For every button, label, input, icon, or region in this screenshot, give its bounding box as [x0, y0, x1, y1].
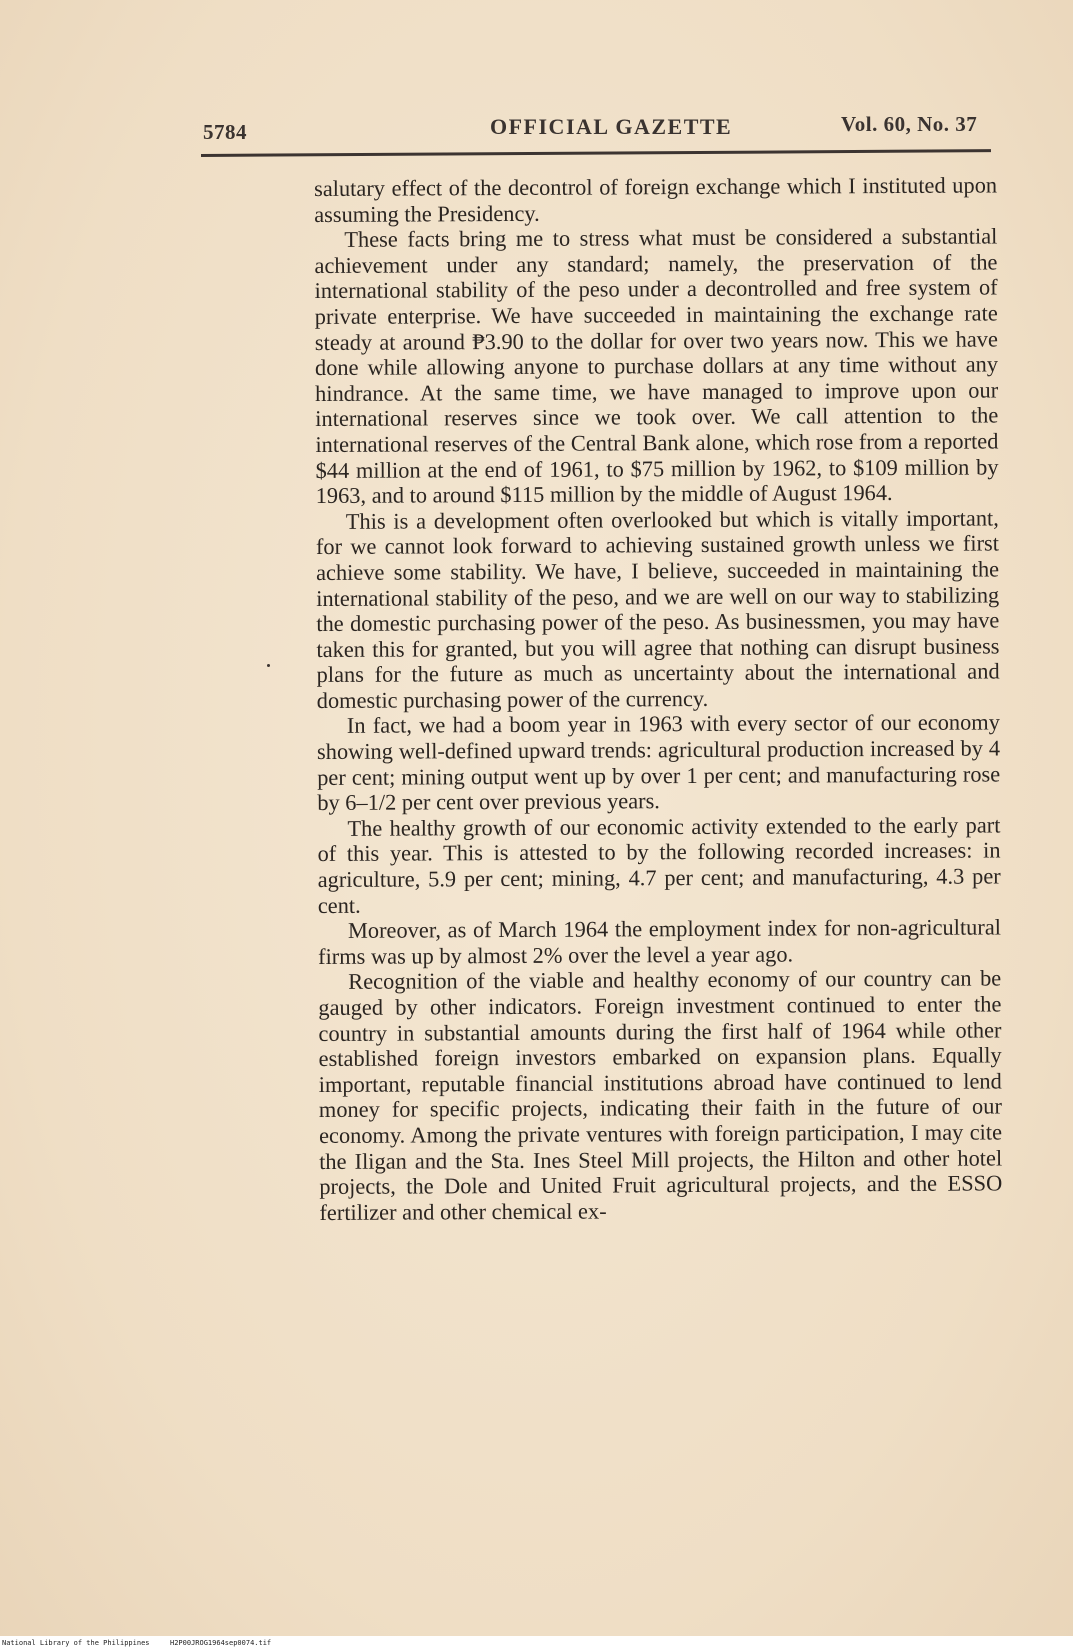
header-rule: [201, 149, 991, 157]
paragraph-6: Moreover, as of March 1964 the employment index for non-agricultural firms was up by almost 2% over the level a year ago.: [318, 914, 1002, 969]
scan-filename: H2P00JROG1964sep0074.tif: [170, 1639, 272, 1647]
paragraph-4: In fact, we had a boom year in 1963 with every sector of our economy showing well-defined upward trends: agricultural production increased by 4 per cent; mining output went up by over 1 per cent; and manufacturing rose by 6–1/2 per cent over previous years.: [316, 709, 1001, 816]
scan-footer: [0, 1636, 1073, 1650]
paragraph-3: This is a development often overlooked but which is vitally important, for we cannot look forward to achieving sustained growth unless we first achieve some stability. We have, I believe, succeeded in maintaining the international stability of the peso, and we are well on our way to stabilizing the domestic purchasing power of the peso. As businessmen, you may have taken this for granted, but you will agree that nothing can disrupt business plans for the future as much as uncertainty about the international and domestic purchasing power of the currency.: [315, 505, 1000, 713]
paragraph-2: These facts bring me to stress what must be considered a substantial achievement under any standard; namely, the preservation of the international stability of the peso under a decontrolled and free system of private enterprise. We have succeeded in maintaining the exchange rate steady at around ₱3.90 to the dollar for over two years now. This we have done while allowing anyone to purchase dollars at any time without any hindrance. At the same time, we have managed to improve upon our international reserves since we took over. We call attention to the international reserves of the Central Bank alone, which rose from a reported $44 million at the end of 1961, to $75 million by 1962, to $109 million by 1963, and to around $115 million by the middle of August 1964.: [314, 223, 999, 509]
paragraph-1: salutary effect of the decontrol of foreign exchange which I instituted upon assuming the Presidency.: [314, 172, 998, 227]
volume-issue: Vol. 60, No. 37: [841, 112, 978, 136]
page-header: [203, 112, 1003, 142]
margin-dot: [267, 664, 270, 667]
library-credit: National Library of the Philippines: [2, 1639, 150, 1647]
paragraph-7: Recognition of the viable and healthy economy of our country can be gauged by other indicators. Foreign investment continued to enter the country in substantial amounts during the first half of 1964 while other established foreign investors embarked on expansion plans. Equally important, reputable financial institutions abroad have continued to lend money for specific projects, indicating their faith in the future of our economy. Among the private ventures with foreign participation, I may cite the Iligan and the Sta. Ines Steel Mill projects, the Hilton and other hotel projects, the Dole and United Fruit agricultural projects, and the ESSO fertilizer and other chemical ex-: [318, 965, 1003, 1225]
page-number: 5784: [203, 120, 247, 144]
paragraph-5: The healthy growth of our economic activity extended to the early part of this year. This is attested to by the following recorded increases: in agriculture, 5.9 per cent; mining, 4.7 per cent; and manufacturing, 4.3 per cent.: [317, 812, 1001, 918]
article-body: [314, 172, 1002, 1225]
publication-title: OFFICIAL GAZETTE: [490, 114, 733, 139]
